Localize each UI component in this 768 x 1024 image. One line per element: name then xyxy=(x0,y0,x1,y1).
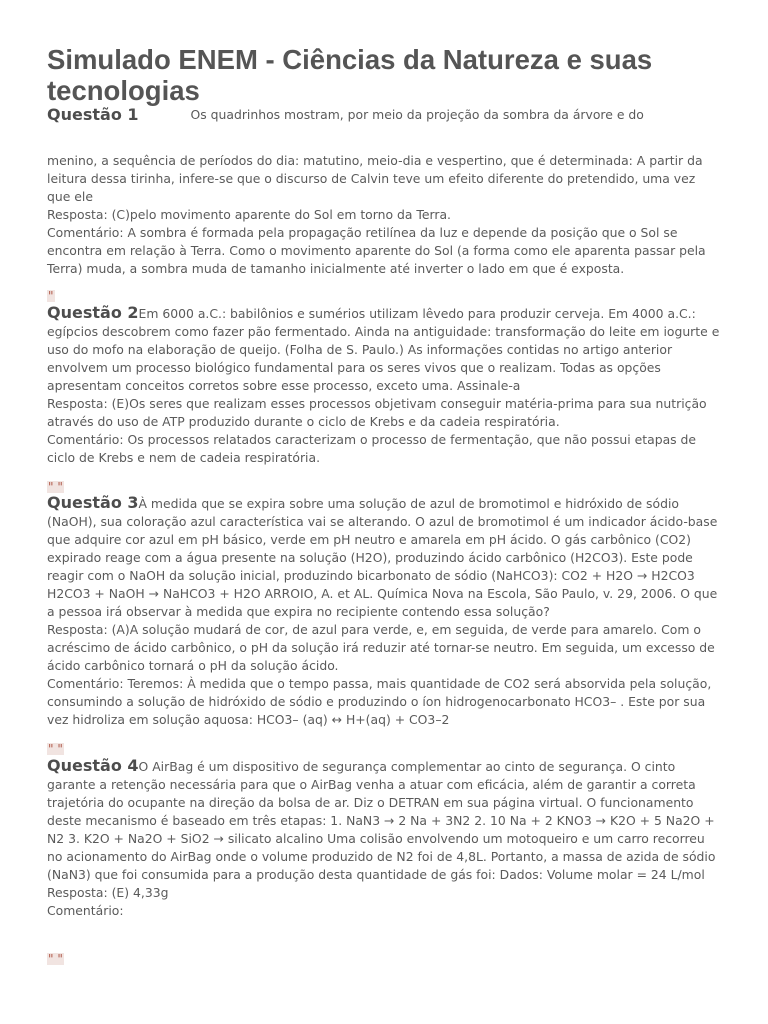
separator-3: " " xyxy=(48,742,63,756)
question-4-body: O AirBag é um dispositivo de segurança complementar ao cinto de segurança. O cinto garante a retenção necessária para que o AirBag venha a atuar com eficácia, além de garantir a correta trajetória do ocupante na direção da bolsa de ar. Diz o DETRAN em sua página virtual. O funcionamento deste mecanismo é baseado em três etapas: 1. NaN3 → 2 Na + 3N2 2. 10 Na + 2 KNO3 → K2O + 5 Na2O + N2 3. K2O + Na2O + SiO2 → silicato alcalino Uma colisão envolvendo um motoqueiro e um carro recorreu no acionamento do AirBag onde o volume produzido de N2 foi de 4,8L. Portanto, a massa de azida de sódio (NaN3) que foi consumida para a produção desta quantidade de gás foi: Dados: Volume molar = 24 L/mol xyxy=(47,759,716,882)
question-1-label: Questão 1 xyxy=(47,105,139,124)
question-1-comment: Comentário: A sombra é formada pela propagação retilínea da luz e depende da posição que o Sol se encontra em relação à Terra. Como o movimento aparente do Sol (a forma como ele aparenta passar pela Terra) muda, a sombra muda de tamanho inicialmente até inverter o lado em que é exposta. xyxy=(47,225,706,276)
question-1-body: menino, a sequência de períodos do dia: matutino, meio-dia e vespertino, que é determinada: A partir da leitura dessa tirinha, infere-se que o discurso de Calvin teve um efeito diferente do pretendido, uma vez que ele xyxy=(47,153,703,204)
question-4-answer: Resposta: (E) 4,33g xyxy=(47,885,169,900)
question-4-block xyxy=(47,757,722,920)
question-2-body: Em 6000 a.C.: babilônios e sumérios utilizam lêvedo para produzir cerveja. Em 4000 a.C.: egípcios descobrem como fazer pão fermentado. Ainda na antiguidade: transformação do leite em iogurte e uso do mofo na elaboração de queijo. (Folha de S. Paulo.) As informações contidas no artigo anterior envolvem um processo biológico fundamental para os seres vivos que o realizam. Todas as opções apresentam conceitos corretos sobre esse processo, exceto uma. Assinale-a xyxy=(47,306,720,393)
question-1-header xyxy=(47,105,737,124)
question-3-body: À medida que se expira sobre uma solução de azul de bromotimol e hidróxido de sódio (NaOH), sua coloração azul característica vai se alterando. O azul de bromotimol é um indicador ácido-base que adquire cor azul em pH básico, verde em pH neutro e amarela em pH ácido. O gás carbônico (CO2) expirado reage com a água presente na solução (H2O), produzindo ácido carbônico (H2CO3). Este pode reagir com o NaOH da solução inicial, produzindo bicarbonato de sódio (NaHCO3): CO2 + H2O → H2CO3 H2CO3 + NaOH → NaHCO3 + H2O ARROIO, A. et AL. Química Nova na Escola, São Paulo, v. 29, 2006. O que a pessoa irá observar à medida que expira no recipiente contendo essa solução? xyxy=(47,496,718,619)
question-2-answer: Resposta: (E)Os seres que realizam esses processos objetivam conseguir matéria-prima para sua nutrição através do uso de ATP produzido durante o ciclo de Krebs e da cadeia respiratória. xyxy=(47,396,707,429)
question-3-label: Questão 3 xyxy=(47,493,139,512)
question-3-comment: Comentário: Teremos: À medida que o tempo passa, mais quantidade de CO2 será absorvida pela solução, consumindo a solução de hidróxido de sódio e produzindo o íon hidrogenocarbonato HCO3– . Este por sua vez hidroliza em solução aquosa: HCO3– (aq) ↔ H+(aq) + CO3–2 xyxy=(47,676,712,727)
question-3-answer: Resposta: (A)A solução mudará de cor, de azul para verde, e, em seguida, de verde para amarelo. Com o acréscimo de ácido carbônico, o pH da solução irá reduzir até tornar-se neutro. Em seguida, um excesso de ácido carbônico tornará o pH da solução ácido. xyxy=(47,622,715,673)
question-2-label: Questão 2 xyxy=(47,303,139,322)
page-title: Simulado ENEM - Ciências da Natureza e suas tecnologias xyxy=(47,44,653,106)
question-4-comment: Comentário: xyxy=(47,903,124,918)
question-1-block xyxy=(47,152,722,278)
question-2-comment: Comentário: Os processos relatados caracterizam o processo de fermentação, que não possui etapas de ciclo de Krebs e nem de cadeia respiratória. xyxy=(47,432,697,465)
question-1-answer: Resposta: (C)pelo movimento aparente do Sol em torno da Terra. xyxy=(47,207,451,222)
separator-1: " xyxy=(48,289,54,303)
question-2-block xyxy=(47,304,722,467)
question-4-label: Questão 4 xyxy=(47,756,139,775)
separator-4: " " xyxy=(48,952,63,966)
separator-2: " " xyxy=(48,480,63,494)
question-3-block xyxy=(47,494,722,729)
question-1-lead: Os quadrinhos mostram, por meio da projeção da sombra da árvore e do xyxy=(190,107,644,122)
